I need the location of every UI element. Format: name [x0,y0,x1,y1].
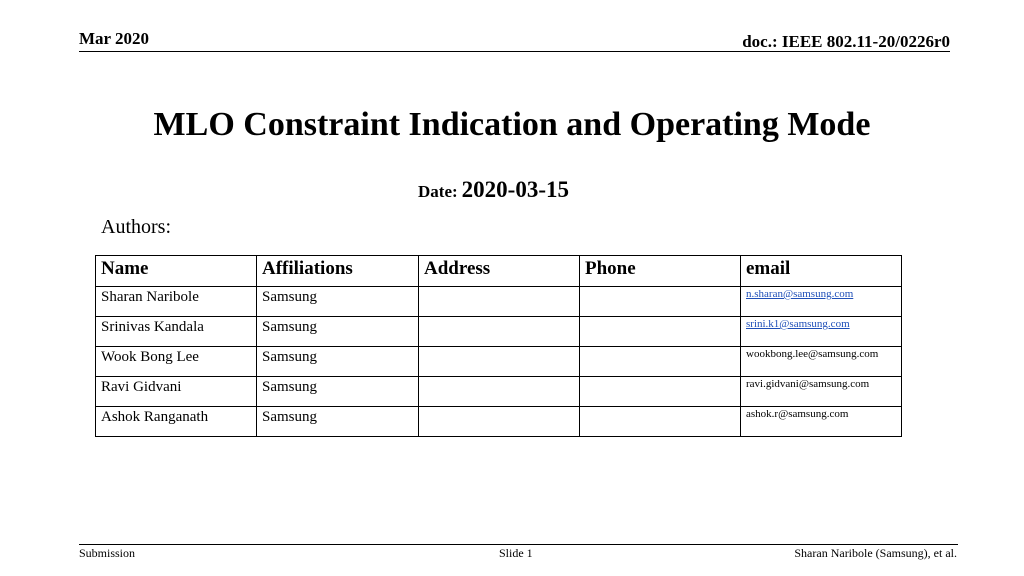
table-row [96,407,902,437]
footer-author: Sharan Naribole (Samsung), et al. [794,546,957,560]
author-affiliation: Samsung [257,407,419,437]
author-email: ravi.gidvani@samsung.com [741,377,902,407]
author-phone [580,407,741,437]
header-doc-id: doc.: IEEE 802.11-20/0226r0 [742,32,950,51]
date-value: 2020-03-15 [461,177,569,202]
footer-divider [79,544,958,545]
authors-label: Authors: [101,216,171,238]
author-address [419,347,580,377]
author-affiliation: Samsung [257,287,419,317]
date-label: Date: [418,182,458,201]
slide-title: MLO Constraint Indication and Operating Mode [153,106,871,143]
footer-submission: Submission [79,546,136,560]
column-header-address: Address [419,256,580,287]
author-phone [580,287,741,317]
author-phone [580,377,741,407]
author-email [741,317,902,347]
author-address [419,407,580,437]
author-name: Ravi Gidvani [96,377,257,407]
author-email: ashok.r@samsung.com [741,407,902,437]
column-header-name: Name [96,256,257,287]
email-link[interactable]: srini.k1@samsung.com [746,318,850,330]
author-phone [580,317,741,347]
table-header-row [96,256,902,287]
author-email: wookbong.lee@samsung.com [741,347,902,377]
author-address [419,377,580,407]
author-name: Wook Bong Lee [96,347,257,377]
header-divider [79,51,950,52]
date-line [418,177,569,203]
table-row [96,347,902,377]
authors-table [95,255,902,437]
table-row [96,287,902,317]
column-header-affiliations: Affiliations [257,256,419,287]
email-link[interactable]: n.sharan@samsung.com [746,288,854,300]
author-affiliation: Samsung [257,317,419,347]
column-header-email: email [741,256,902,287]
author-address [419,317,580,347]
author-address [419,287,580,317]
author-affiliation: Samsung [257,347,419,377]
column-header-phone: Phone [580,256,741,287]
author-email [741,287,902,317]
author-affiliation: Samsung [257,377,419,407]
author-name: Ashok Ranganath [96,407,257,437]
table-row [96,377,902,407]
author-phone [580,347,741,377]
author-name: Srinivas Kandala [96,317,257,347]
footer-slide-number: Slide 1 [499,546,533,560]
table-row [96,317,902,347]
author-name: Sharan Naribole [96,287,257,317]
header-date: Mar 2020 [79,29,150,48]
